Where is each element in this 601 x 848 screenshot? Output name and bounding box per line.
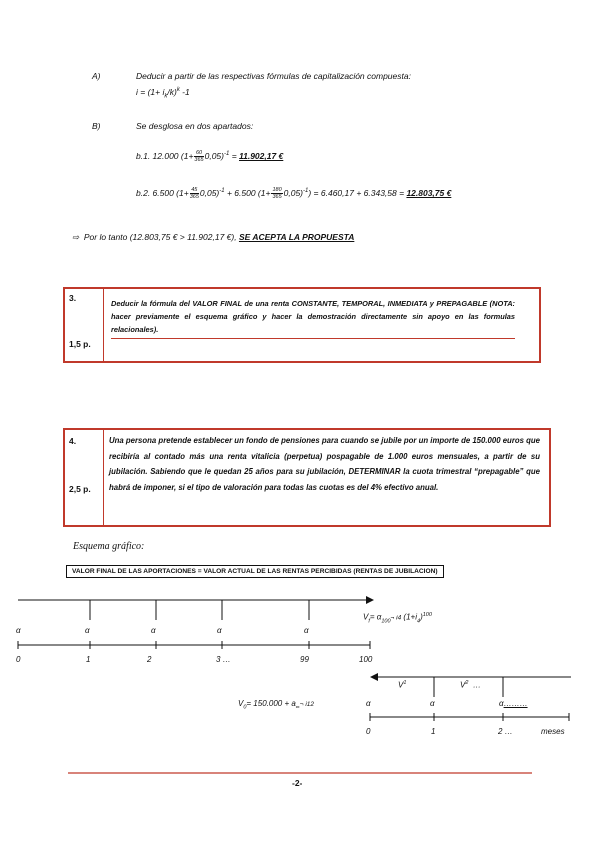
- conclusion-emphasis: SE ACEPTA LA PROPUESTA: [238, 232, 355, 242]
- bottom-tick-label-1: 1: [431, 727, 436, 736]
- question-3-text: Deducir la fórmula del VALOR FINAL de una renta CONSTANTE, TEMPORAL, INMEDIATA y PREPAGABLE (NOTA: hacer previamente el esquema gráfico y hacer la demostración directamente sin apoyo en las formulas relacionales).: [111, 299, 515, 334]
- formula-b1: b.1. 12.000 (1+ $\frac{60}{365}$ 0,05)$^{-1}$ = 11.902,17 €: [136, 150, 284, 163]
- arrow-right-icon: ⇨: [72, 232, 80, 242]
- top-tick-label-100: 100: [359, 655, 373, 664]
- scheme-title: VALOR FINAL DE LAS APORTACIONES = VALOR ACTUAL DE LAS RENTAS PERCIBIDAS (RENTAS DE JUBILACION): [66, 565, 444, 578]
- result-b1: 11.902,17 €: [239, 150, 284, 161]
- bottom-axis-arrowhead: [370, 673, 378, 681]
- bottom-tick-label-2: 2 …: [498, 727, 513, 736]
- fraction-180-365: $\frac{180}{365}$: [272, 187, 282, 200]
- fraction-45-365: $\frac{45}{365}$: [189, 187, 199, 200]
- part-a-label: A): [92, 71, 101, 81]
- top-tick-label-1: 1: [86, 655, 91, 664]
- top-alpha-99: α: [304, 626, 309, 635]
- part-b-text: Se desglosa en dos apartados:: [136, 121, 254, 131]
- top-axis-arrowhead: [366, 596, 374, 604]
- top-tick-label-0: 0: [16, 655, 21, 664]
- scheme-heading: Esquema gráfico:: [73, 541, 145, 552]
- top-tick-label-99: 99: [300, 655, 309, 664]
- bottom-tick-label-months: meses: [541, 727, 565, 736]
- question-4-number: 4.: [69, 436, 77, 446]
- part-b-label: B): [92, 121, 101, 131]
- top-tick-label-3: 3 …: [216, 655, 231, 664]
- bottom-tick-label-0: 0: [366, 727, 371, 736]
- top-tick-label-2: 2: [147, 655, 152, 664]
- top-alpha-3: α: [217, 626, 222, 635]
- top-alpha-0: α: [16, 626, 21, 635]
- bottom-alpha-1: α: [430, 699, 435, 708]
- conclusion: ⇨ Por lo tanto (12.803,75 € > 11.902,17 €), SE ACEPTA LA PROPUESTA: [72, 232, 355, 242]
- question-3-number: 3.: [69, 293, 77, 303]
- v1-label: $V^1$: [398, 680, 407, 690]
- bottom-alpha-0: α: [366, 699, 371, 708]
- part-a-text: Deducir a partir de las respectivas fórmulas de capitalización compuesta:: [136, 71, 411, 81]
- result-b2: 12.803,75 €: [406, 187, 452, 198]
- top-alpha-1: α: [85, 626, 90, 635]
- page-number: -2-: [292, 778, 303, 788]
- question-4-points: 2,5 p.: [69, 484, 91, 494]
- vf-formula: $V_f=$ $\alpha_{100}\neg$ i4 $(1+i_4)^{100}$: [363, 612, 432, 625]
- top-alpha-2: α: [151, 626, 156, 635]
- part-a-formula: $i = (1+ i_k/k)^k$ -1: [136, 87, 190, 100]
- formula-b2: b.2. 6.500 (1+ $\frac{45}{365}$ 0,05)$^{-1}$ + 6.500 (1+ $\frac{180}{365}$ 0,05)$^{-1}$) = 6.460,17 + 6.343,58 = 12.803,75 €: [136, 187, 452, 200]
- v2-label: $V^2$ …: [460, 680, 481, 690]
- fraction-60-365: $\frac{60}{365}$: [194, 150, 204, 163]
- question-3-points: 1,5 p.: [69, 339, 91, 349]
- bottom-alpha-2: α………: [499, 699, 528, 708]
- question-4-text: Una persona pretende establecer un fondo de pensiones para cuando se jubile por un importe de 150.000 euros que recibiría al contado más una renta vitalicia (perpetua) pospagable de 1.000 euros mensuales, a partir de su jubilación. Sabiendo que le quedan 25 años para su jubilación, DETERMINAR la cuota trimestral “prepagable” que habrá de imponer, si el tipo de valoración para todas las cuotas es del 4% efectivo anual.: [109, 436, 540, 492]
- v0-formula: $V_0= 150.000$ + $a_\infty\neg$ i12: [238, 699, 314, 711]
